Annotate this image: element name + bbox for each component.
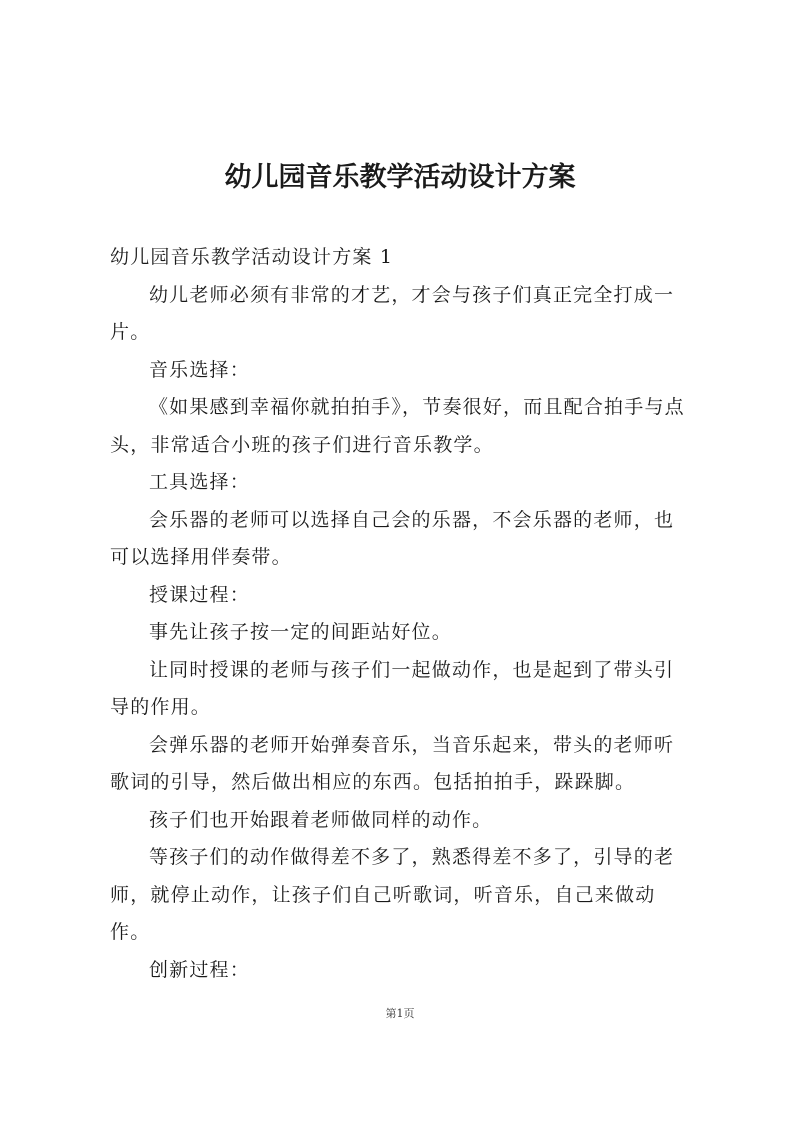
page-number: 第1页 bbox=[385, 1007, 415, 1020]
paragraph: 音乐选择： bbox=[148, 358, 250, 381]
paragraph: 幼儿老师必须有非常的才艺，才会与孩子们真正完全打成一片。 bbox=[110, 283, 675, 343]
paragraph: 《如果感到幸福你就拍拍手》，节奏很好，而且配合拍手与点头，非常适合小班的孩子们进行音乐教学。 bbox=[110, 396, 685, 456]
paragraph: 等孩子们的动作做得差不多了，熟悉得差不多了，引导的老师，就停止动作，让孩子们自己听歌词，听音乐，自己来做动作。 bbox=[110, 846, 675, 943]
paragraph: 事先让孩子按一定的间距站好位。 bbox=[148, 621, 452, 643]
document-title: 幼儿园音乐教学活动设计方案 bbox=[224, 162, 576, 193]
document-body bbox=[110, 239, 688, 989]
paragraph: 授课过程： bbox=[148, 583, 250, 606]
paragraph: 会弹乐器的老师开始弹奏音乐，当音乐起来，带头的老师听歌词的引导，然后做出相应的东西。包括拍拍手，跺跺脚。 bbox=[110, 733, 675, 793]
paragraph: 孩子们也开始跟着老师做同样的动作。 bbox=[148, 808, 493, 831]
paragraph: 工具选择： bbox=[148, 471, 250, 493]
paragraph: 会乐器的老师可以选择自己会的乐器，不会乐器的老师，也可以选择用伴奏带。 bbox=[110, 508, 675, 568]
section-heading: 幼儿园音乐教学活动设计方案 1 bbox=[110, 246, 394, 268]
paragraph: 让同时授课的老师与孩子们一起做动作，也是起到了带头引导的作用。 bbox=[110, 658, 675, 718]
paragraph: 创新过程： bbox=[148, 958, 250, 981]
